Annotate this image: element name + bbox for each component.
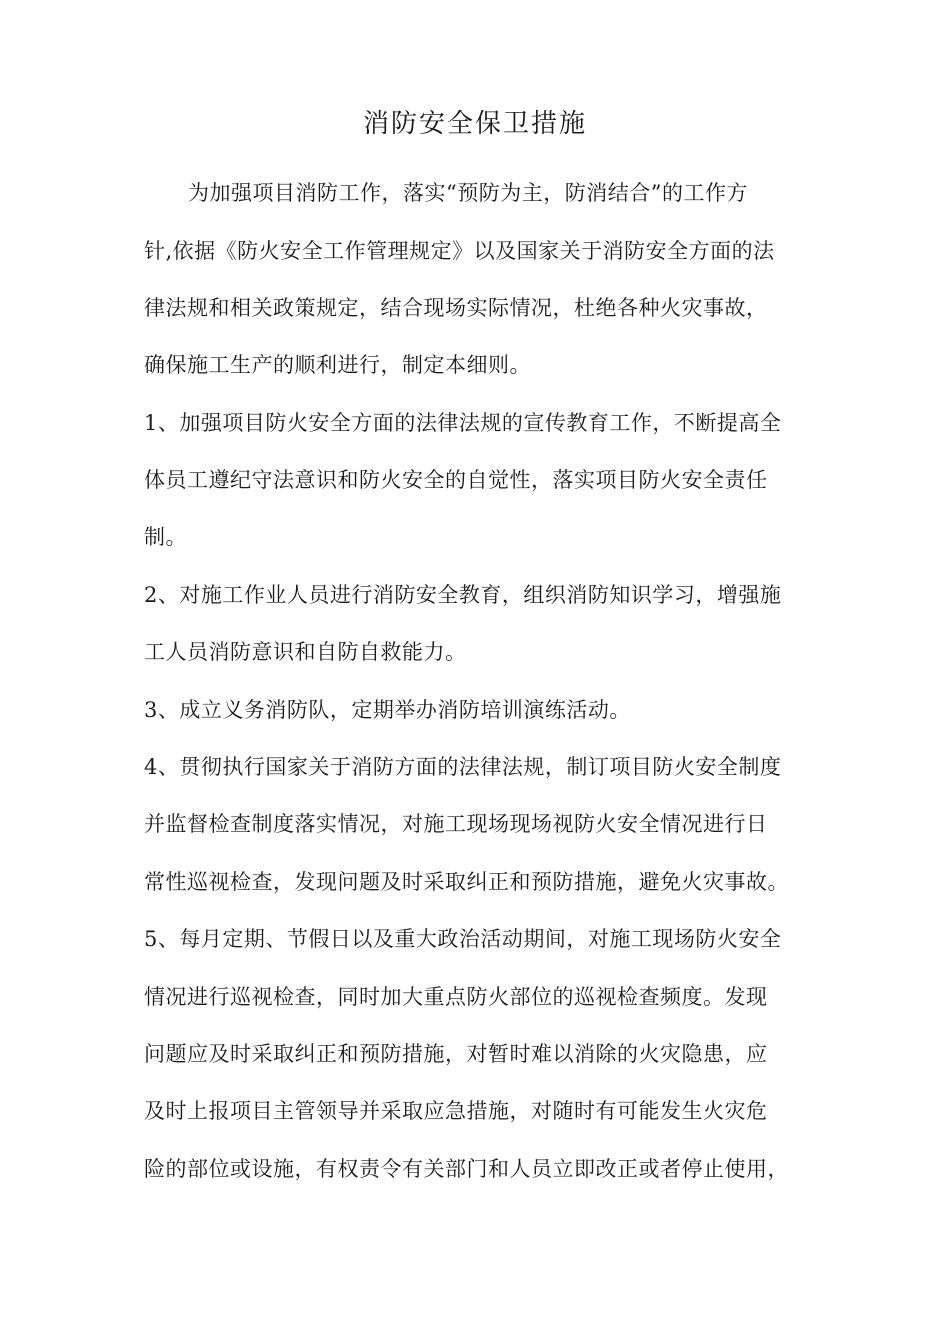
paragraph-line-intro-1: 为加强项目消防工作，落实“预防为主，防消结合”的工作方: [188, 181, 748, 205]
paragraph-line-item5-4: 及时上报项目主管领导并采取应急措施，对随时有可能发生火灾危: [144, 1099, 768, 1123]
paragraph-line-item1-2: 体员工遵纪守法意识和防火安全的自觉性，落实项目防火安全责任: [144, 468, 768, 492]
paragraph-line-intro-2: 针,依据《防火安全工作管理规定》以及国家关于消防安全方面的法: [144, 239, 775, 263]
paragraph-line-item5-3: 问题应及时采取纠正和预防措施，对暂时难以消除的火灾隐患，应: [144, 1042, 768, 1066]
paragraph-line-item4-1: 4、贯彻执行国家关于消防方面的法律法规，制订项目防火安全制度: [144, 755, 782, 779]
paragraph-line-item1-1: 1、加强项目防火安全方面的法律法规的宣传教育工作，不断提高全: [144, 411, 782, 435]
paragraph-line-item5-5: 险的部位或设施，有权责令有关部门和人员立即改正或者停止使用，: [144, 1157, 789, 1181]
paragraph-line-item2-1: 2、对施工作业人员进行消防安全教育，组织消防知识学习，增强施: [144, 583, 782, 607]
paragraph-line-item4-2: 并监督检查制度落实情况，对施工现场现场视防火安全情况进行日: [144, 812, 768, 836]
paragraph-line-item4-3: 常性巡视检查，发现问题及时采取纠正和预防措施，避免火灾事故。: [144, 870, 789, 894]
document-title: 消防安全保卫措施: [362, 109, 587, 139]
paragraph-line-item5-2: 情况进行巡视检查，同时加大重点防火部位的巡视检查频度。发现: [144, 985, 768, 1009]
paragraph-line-item3-1: 3、成立义务消防队，定期举办消防培训演练活动。: [144, 698, 631, 722]
paragraph-line-intro-4: 确保施工生产的顺利进行，制定本细则。: [144, 353, 531, 377]
paragraph-line-item5-1: 5、每月定期、节假日以及重大政治活动期间，对施工现场防火安全: [144, 927, 782, 951]
paragraph-line-item2-2: 工人员消防意识和自防自救能力。: [144, 640, 467, 664]
paragraph-line-item1-3: 制。: [144, 525, 187, 549]
paragraph-line-intro-3: 律法规和相关政策规定，结合现场实际情况，杜绝各种火灾事故，: [144, 296, 768, 320]
